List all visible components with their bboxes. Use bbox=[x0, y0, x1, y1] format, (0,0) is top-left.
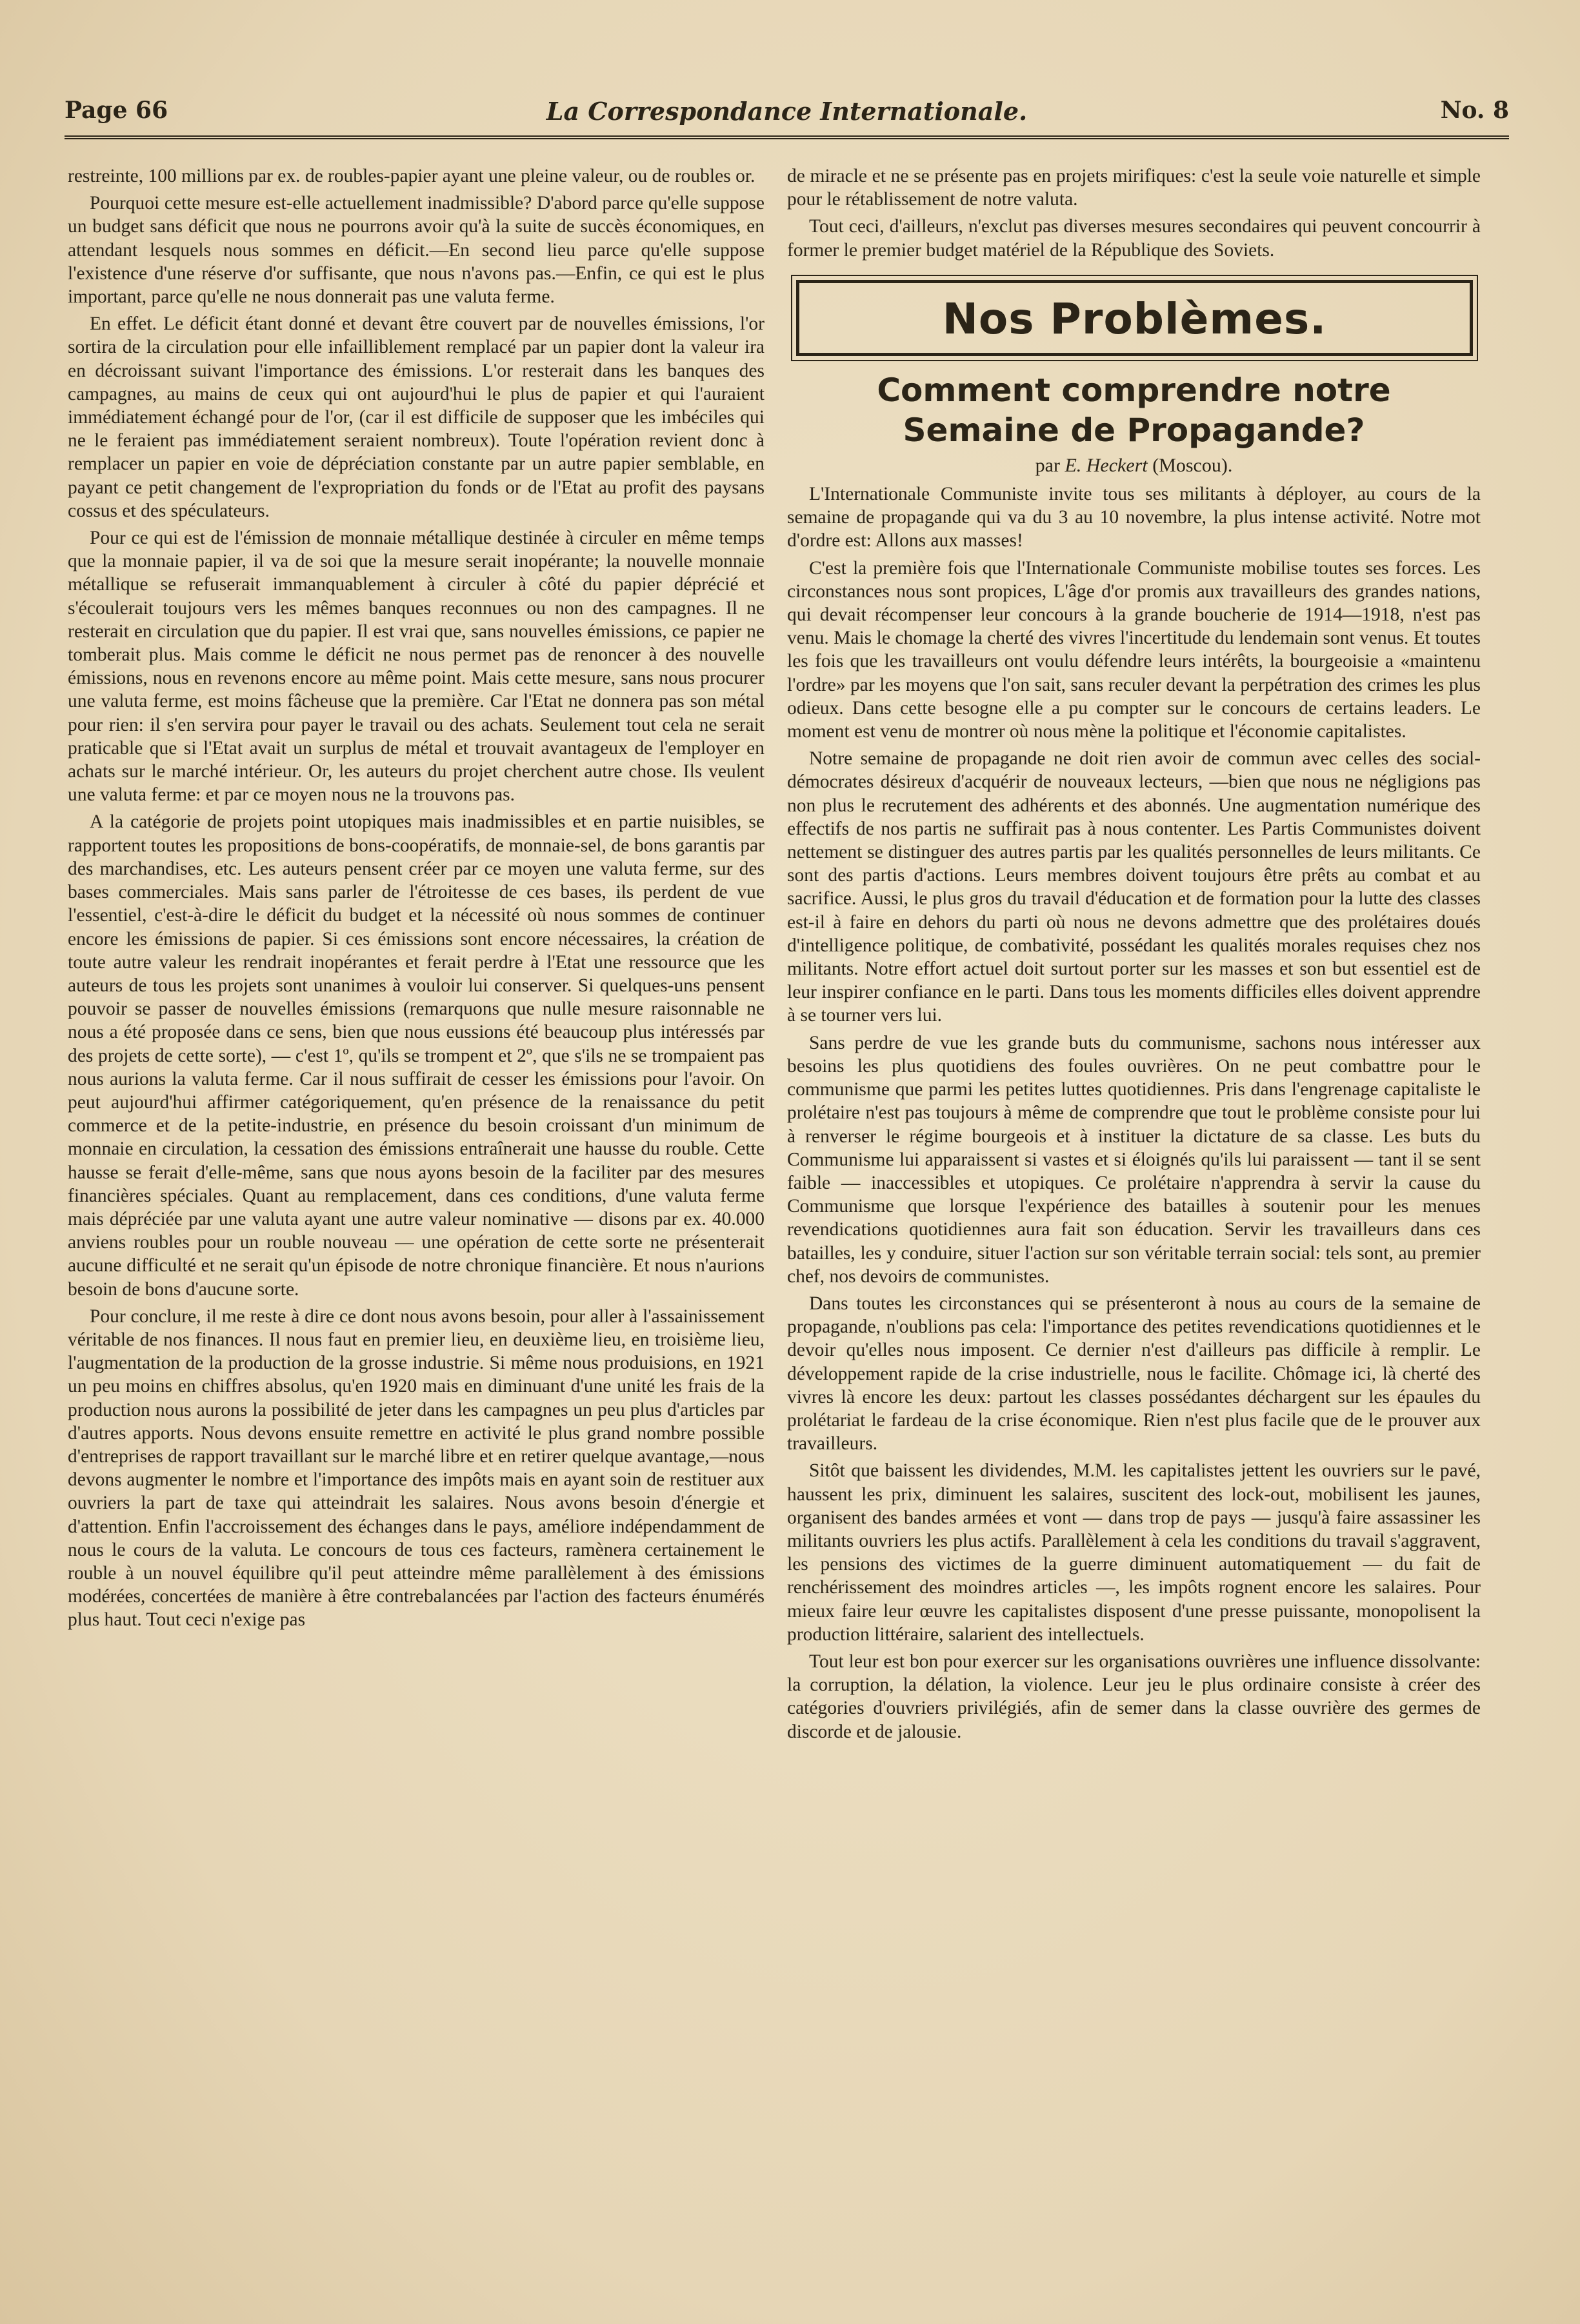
left-column bbox=[68, 164, 765, 2253]
article-title-line: Semaine de Propagande? bbox=[903, 411, 1365, 449]
journal-title: La Correspondance Internationale. bbox=[546, 97, 1028, 126]
article-title-line: Comment comprendre notre bbox=[877, 371, 1391, 409]
page-number: Page 66 bbox=[65, 97, 168, 124]
paragraph: Notre semaine de propagande ne doit rien avoir de commun avec celles des social-démocrates désireux d'acquérir de nouveaux lecteurs, —bien que nous ne négligions pas non plus le recrutement des adhérents et des abonnés. Une augmentation numérique des effectifs de nos partis ne suffirait pas à nous contenter. Les Partis Communistes doivent nettement se distinguer des autres partis par les qualités personnelles de leurs militants. Ce sont des partis d'actions. Leurs membres doivent toujours être prêts au combat et au sacrifice. Aussi, le plus gros du travail d'éducation et de formation pour la lutte des classes est-il à faire en dehors du parti où nous ne devons admettre que des prolétaires doués d'intelligence politique, de combativité, possédant les qualités morales requises chez nos militants. Notre effort actuel doit surtout porter sur les masses et son but essentiel est de leur inspirer confiance en le parti. Dans tous les moments difficiles elles doivent apprendre à se tourner vers lui. bbox=[787, 748, 1481, 1026]
paragraph: Pourquoi cette mesure est-elle actuellement inadmissible? D'abord parce qu'elle suppose un budget sans déficit que nous ne pourrons avoir qu'à la suite de succès économiques, en attendant lesquels nous sommes en déficit.—En second lieu parce qu'elle suppose l'existence d'une réserve d'or suffisante, que nous n'avons pas.—Enfin, ce qui est le plus important, parce qu'elle ne nous donnerait pas une valuta ferme. bbox=[68, 193, 765, 308]
byline-place: (Moscou). bbox=[1152, 454, 1233, 476]
page-header bbox=[65, 90, 1509, 139]
paragraph: Tout ceci, d'ailleurs, n'exclut pas diverses mesures secondaires qui peuvent concourrir à former le premier budget matériel de la République des Soviets. bbox=[787, 216, 1481, 261]
byline-author: E. Heckert bbox=[1065, 454, 1148, 476]
right-column bbox=[787, 164, 1481, 2253]
paragraph: Sans perdre de vue les grande buts du communisme, sachons nous intéresser aux besoins les plus quotidiens des foules ouvrières. On ne peut combattre pour le communisme que parmi les petites luttes quotidiennes. Pris dans l'engrenage capitaliste le prolétaire n'est pas toujours à même de comprendre que tout le problème consiste pour lui à renverser le régime bourgeois et à instituer la dictature de sa classe. Les buts du Communisme lui apparaissent si vastes et si éloignés qu'ils lui paraissent — tant il se sent faible — inaccessibles et utopiques. Ce prolétaire n'apprendra à servir la cause du Communisme que lorsque l'expérience des batailles à soutenir pour les menues revendications quotidiennes aura fait son éducation. Servir les travailleurs dans ces batailles, les y conduire, situer l'action sur son véritable terrain social: tels sont, au premier chef, nos devoirs de communistes. bbox=[787, 1032, 1481, 1287]
section-box bbox=[796, 280, 1473, 356]
paragraph: C'est la première fois que l'Internationale Communiste mobilise toutes ses forces. Les circonstances nous sont propices, L'âge d'or promis aux travailleurs des grandes nations, qui devait récompenser leur concours à la grande boucherie de 1914—1918, n'est pas venu. Mais le chomage la cherté des vivres l'incertitude du lendemain sont venus. Et toutes les fois que les travailleurs ont voulu défendre leurs intérêts, la bourgeoisie a «maintenu l'ordre» par les moyens que l'on sait, sans reculer devant la perpétration des crimes les plus odieux. Dans cette besogne elle a pu compter sur le concours de certains leaders. Le moment est venu de montrer où nous mène la politique et l'économie capitalistes. bbox=[787, 557, 1481, 742]
issue-number: No. 8 bbox=[1440, 97, 1509, 124]
paragraph: Pour conclure, il me reste à dire ce dont nous avons besoin, pour aller à l'assainissement véritable de nos finances. Il nous faut en premier lieu, en deuxième lieu, en troisième lieu, l'augmentation de la production de la grosse industrie. Si même nous produisions, en 1921 un peu moins en chiffres absolus, qu'en 1920 mais en diminuant d'une unité les frais de la production nous aurons la possibilité de jeter dans les campagnes un peu plus d'articles par d'autres apports. Nous devons ensuite remettre en activité le plus grand nombre possible d'entreprises de rapport travaillant sur le marché libre et en retirer quelque avantage,—nous devons augmenter le nombre et l'importance des impôts mais en ayant soin de restituer aux ouvriers la part de taxe qui atteindrait les salaires. Nous avons besoin d'énergie et d'attention. Enfin l'accroissement des échanges dans le pays, améliore indépendamment de nous le cours de la valuta. Le concours de tous ces facteurs, ramènera certainement le rouble à un nouvel équilibre qu'il peut atteindre même parallèlement à des émissions modérées, concertées de manière à être contrebalancées par l'action des facteurs énumérés plus haut. Tout ceci n'exige pas bbox=[68, 1306, 765, 1631]
paragraph: Tout leur est bon pour exercer sur les organisations ouvrières une influence dissolvante: la corruption, la délation, la violence. Leur jeu le plus ordinaire consiste à créer des catégories d'ouvriers privilégiés, afin de semer dans la classe ouvrière des germes de discorde et de jalousie. bbox=[787, 1651, 1481, 1742]
paragraph: Pour ce qui est de l'émission de monnaie métallique destinée à circuler en même temps que la monnaie papier, il va de soi que la mesure serait inopérante; la nouvelle monnaie métallique se refuserait immanquablement à circuler à côté du papier déprécié et s'écoulerait toujours vers les mêmes banques reconnues ou non des campagnes. Il ne resterait en circulation que du papier. Il est vrai que, sans nouvelles émissions, ce papier ne tomberait plus. Mais comme le déficit ne nous permet pas de renoncer à des nouvelle émissions, nous en revenons encore au même point. Mais cette mesure, sans nous procurer une valuta ferme, est moins fâcheuse que la première. Car l'Etat ne donnera pas son métal pour rien: il s'en servira pour payer le travail ou des achats. Seulement tout cela ne serait praticable que si l'Etat avait un surplus de métal et trouvait avantageux de l'employer en achats sur le marché intérieur. Or, les auteurs du projet cherchent autre chose. Ils veulent une valuta ferme: et par ce moyen nous ne la trouvons pas. bbox=[68, 528, 765, 806]
byline bbox=[787, 454, 1481, 477]
paragraph: Dans toutes les circonstances qui se présenteront à nous au cours de la semaine de propagande, n'oublions pas cela: l'importance des petites revendications quotidiennes et le devoir qu'elles nous imposent. Ce dernier n'est d'ailleurs pas difficile à remplir. Le développement rapide de la crise industrielle, nous le facilite. Chômage ici, là cherté des vivres là encore les deux: partout les classes possédantes déchargent sur les épaules du prolétariat le fardeau de la crise économique. Rien n'est plus facile que de le prouver aux travailleurs. bbox=[787, 1293, 1481, 1455]
section-title: Nos Problèmes. bbox=[942, 293, 1327, 344]
paragraph: de miracle et ne se présente pas en projets mirifiques: c'est la seule voie naturelle et simple pour le rétablissement de notre valuta. bbox=[787, 166, 1481, 210]
paragraph: En effet. Le déficit étant donné et devant être couvert par de nouvelles émissions, l'or sortira de la circulation pour elle infailliblement remplacé par un papier dont la valeur ira en décroissant suivant l'importance des émissions. L'or resterait dans les banques des campagnes, au mains de ceux qui ont aujourd'hui le plus de papier et qui l'auraient immédiatement échangé pour de l'or, (car il est difficile de supposer que les imbéciles qui ne le feraient pas immédiatement seraient nombreux). Toute l'opération revient donc à remplacer un papier en voie de dépréciation constante par un autre papier semblable, en payant ce petit changement de l'expropriation du fonds or de l'Etat au profit des paysans cossus et des spéculateurs. bbox=[68, 313, 765, 521]
article-title bbox=[787, 370, 1481, 450]
paragraph: A la catégorie de projets point utopiques mais inadmissibles et en partie nuisibles, se rapportent toutes les propositions de bons-coopératifs, de monnaie-sel, de bons garantis par des marchandises, etc. Les auteurs pensent créer par ce moyen une valuta ferme, sur des bases commerciales. Mais sans parler de l'étroitesse de ces bases, ils perdent de vue l'essentiel, c'est-à-dire le déficit du budget et la nécessité où nous sommes de continuer encore les émissions de papier. Si ces émissions sont encore nécessaires, la création de toute autre valeur les rendrait inopérantes et ferait perdre à l'Etat une ressource que les auteurs de tous les projets sont unanimes à vouloir lui conserver. Si quelques-uns pensent pouvoir se passer de nouvelles émissions (remarquons que nulle mesure raisonnable ne nous a été proposée dans ce sens, bien que nous eussions été beaucoup plus intéressés par des projets de cette sorte), — c'est 1º, qu'ils se trompent et 2º, que s'ils ne se trompaient pas nous aurions la valuta ferme. Car il nous suffirait de cesser les émissions pour l'avoir. On peut aujourd'hui affirmer catégoriquement, qu'en présence de la renaissance du petit commerce et de la petite-industrie, en présence du besoin croissant d'un minimum de monnaie en circulation, la cessation des émissions entraînerait une hausse du rouble. Cette hausse se ferait d'elle-même, sans que nous ayons besoin de la faciliter par des mesures financières spéciales. Quant au remplacement, dans ces conditions, d'une valuta ferme mais dépréciée par une valuta ayant une autre valeur nominative — disons par ex. 40.000 anviens roubles pour un rouble nouveau — une opération de cette sorte ne présenterait aucune difficulté et ne serait qu'un épisode de notre chronique financière. Et nous n'aurions besoin de bons d'aucune sorte. bbox=[68, 811, 765, 1300]
paragraph: Sitôt que baissent les dividendes, M.M. les capitalistes jettent les ouvriers sur le pavé, haussent les prix, diminuent les salaires, suscitent des lock-out, mobilisent les jaunes, organisent des bandes armées et vont — dans trop de pays — jusqu'à faire assassiner les militants ouvriers les plus actifs. Parallèlement à cela les conditions du travail s'aggravent, les pensions des victimes de la guerre diminuent automatiquement — du fait de renchérissement des moindres articles —, les impôts rognent encore les salaires. Pour mieux faire leur œuvre les capitalistes disposent d'une presse puissante, monopolisent la production littéraire, salarient des intellectuels. bbox=[787, 1460, 1481, 1645]
byline-prefix: par bbox=[1035, 454, 1060, 476]
paragraph: L'Internationale Communiste invite tous ses militants à déployer, au cours de la semaine de propagande qui va du 3 au 10 novembre, la plus intense activité. Notre mot d'ordre est: Allons aux masses! bbox=[787, 484, 1481, 551]
paragraph: restreinte, 100 millions par ex. de roubles-papier ayant une pleine valeur, ou de roubles or. bbox=[68, 166, 755, 186]
